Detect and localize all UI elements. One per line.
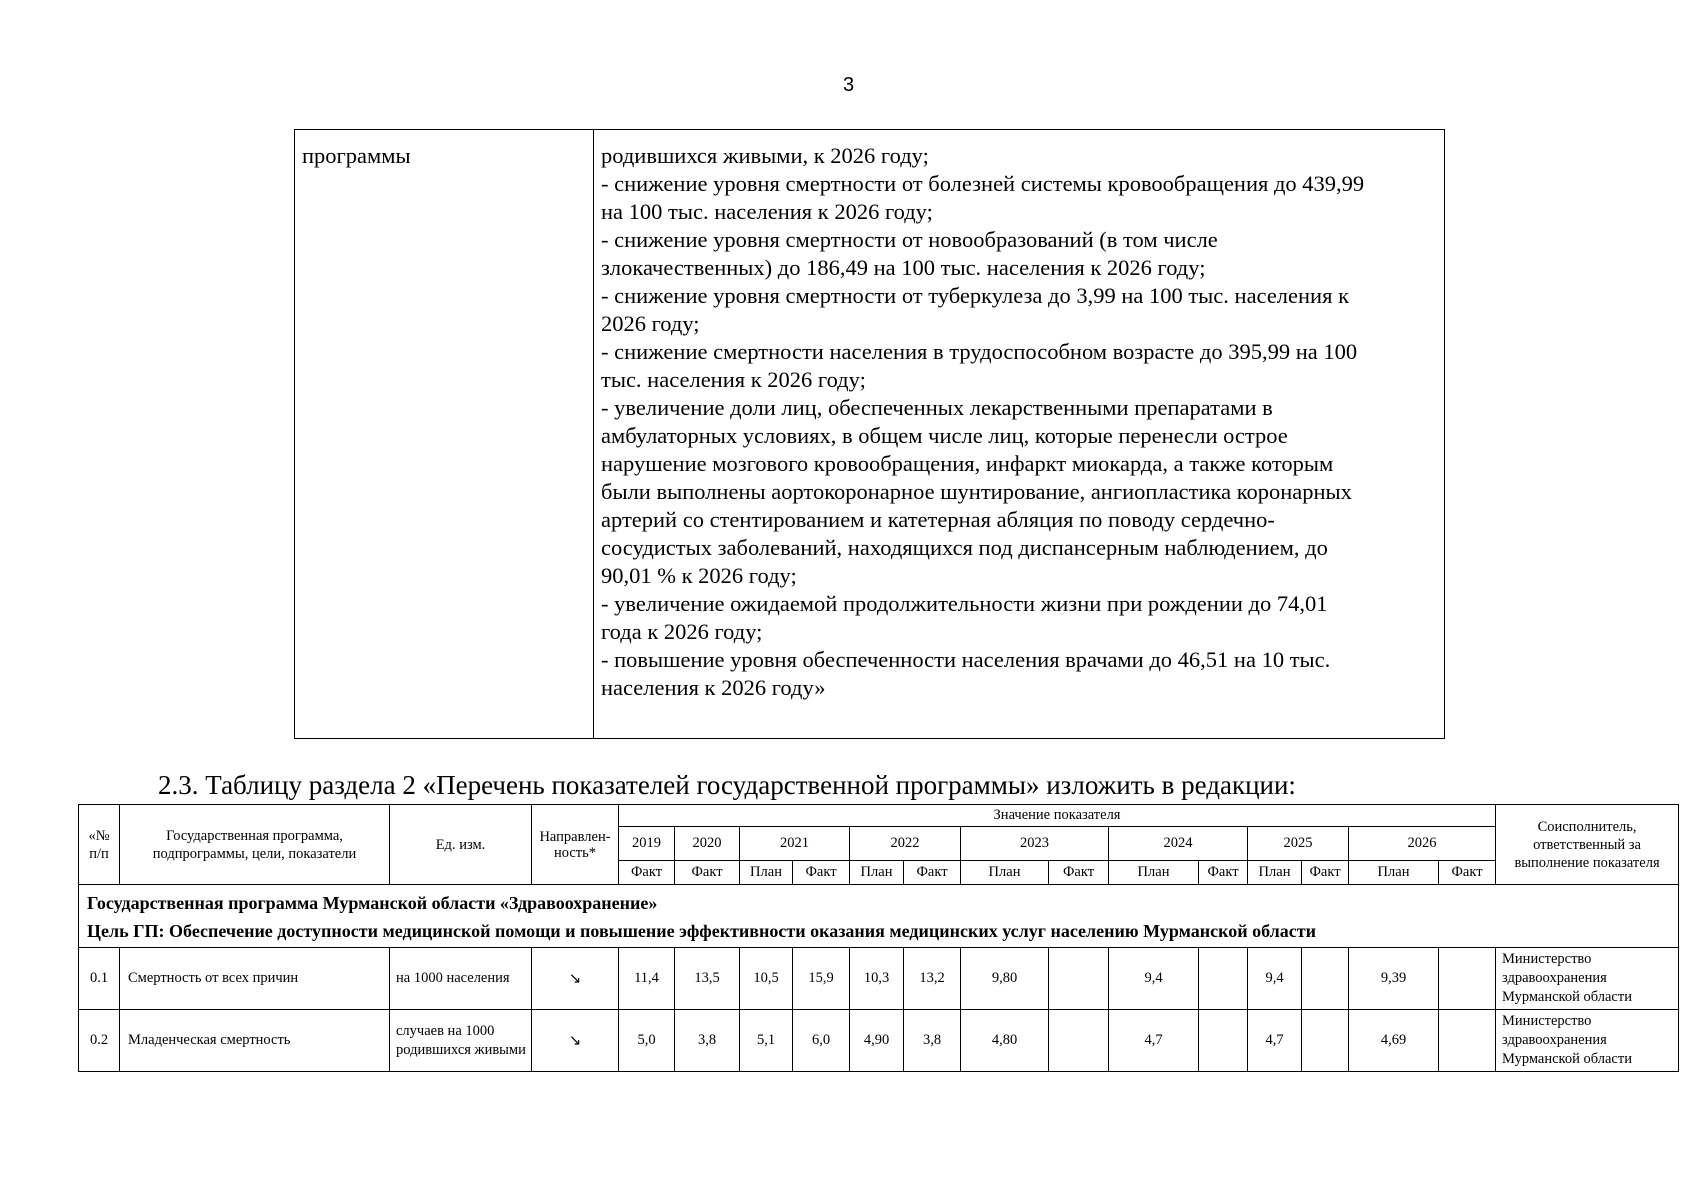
header-plan: План xyxy=(1109,861,1199,885)
passport-line: - увеличение ожидаемой продолжительности жизни при рождении до 74,01 xyxy=(601,591,1328,616)
passport-line: нарушение мозгового кровообращения, инфаркт миокарда, а также которым xyxy=(601,451,1334,476)
row-direction xyxy=(532,1010,619,1072)
header-fact: Факт xyxy=(1302,861,1349,885)
row-value: 3,8 xyxy=(675,1010,740,1072)
passport-line: населения к 2026 году» xyxy=(601,675,826,700)
passport-line: - снижение уровня смертности от болезней системы кровообращения до 439,99 xyxy=(601,171,1365,196)
header-value-group: Значение показателя xyxy=(619,805,1496,827)
program-title: Государственная программа Мурманской области «Здравоохранение» xyxy=(87,893,658,913)
passport-line: сосудистых заболеваний, находящихся под диспансерным наблюдением, до xyxy=(601,535,1328,560)
passport-line: - снижение уровня смертности от туберкулеза до 3,99 на 100 тыс. населения к xyxy=(601,283,1350,308)
table-row xyxy=(79,948,1679,1010)
header-direction: Направлен-ность* xyxy=(532,805,619,885)
table-row xyxy=(79,1010,1679,1072)
row-value xyxy=(1302,948,1349,1010)
page-number: 3 xyxy=(842,74,855,96)
header-fact: Факт xyxy=(793,861,850,885)
section-heading: 2.3. Таблицу раздела 2 «Перечень показателей государственной программы» изложить в редакции: xyxy=(158,770,1296,800)
passport-line: на 100 тыс. населения к 2026 году; xyxy=(601,199,933,224)
row-value xyxy=(1199,948,1248,1010)
program-goal-cell xyxy=(79,885,1679,948)
header-fact: Факт xyxy=(619,861,675,885)
row-value xyxy=(1439,1010,1496,1072)
passport-content-cell xyxy=(594,130,1445,739)
row-executor: Министерство здравоохранения Мурманской области xyxy=(1496,1010,1679,1072)
row-value xyxy=(1439,948,1496,1010)
header-num: «№ п/п xyxy=(79,805,120,885)
passport-line: - увеличение доли лиц, обеспеченных лекарственными препаратами в xyxy=(601,395,1273,420)
row-value: 6,0 xyxy=(793,1010,850,1072)
row-value: 5,0 xyxy=(619,1010,675,1072)
row-value: 4,7 xyxy=(1109,1010,1199,1072)
row-value: 9,39 xyxy=(1349,948,1439,1010)
passport-line: амбулаторных условиях, в общем числе лиц, которые перенесли острое xyxy=(601,423,1288,448)
passport-line: были выполнены аортокоронарное шунтирование, ангиопластика коронарных xyxy=(601,479,1352,504)
passport-line: родившихся живыми, к 2026 году; xyxy=(601,143,929,168)
row-value xyxy=(1049,1010,1109,1072)
header-plan: План xyxy=(1349,861,1439,885)
row-value: 13,5 xyxy=(675,948,740,1010)
header-fact: Факт xyxy=(1049,861,1109,885)
row-value: 3,8 xyxy=(904,1010,961,1072)
header-year: 2022 xyxy=(850,827,961,861)
row-value xyxy=(1302,1010,1349,1072)
indicators-table xyxy=(78,804,1679,1072)
row-value: 11,4 xyxy=(619,948,675,1010)
row-value: 13,2 xyxy=(904,948,961,1010)
row-name: Младенческая смертность xyxy=(120,1010,390,1072)
passport-line: 2026 году; xyxy=(601,311,700,336)
header-plan: План xyxy=(740,861,793,885)
row-value: 9,4 xyxy=(1109,948,1199,1010)
header-year: 2019 xyxy=(619,827,675,861)
row-executor: Министерство здравоохранения Мурманской области xyxy=(1496,948,1679,1010)
row-value: 9,4 xyxy=(1248,948,1302,1010)
goal-title: Цель ГП: Обеспечение доступности медицинской помощи и повышение эффективности оказания медицинских услуг населению Мурманской области xyxy=(87,921,1316,941)
arrow-down-right-icon: ↘ xyxy=(568,968,582,987)
row-num: 0.2 xyxy=(79,1010,120,1072)
header-program: Государственная программа, подпрограммы, цели, показатели xyxy=(120,805,390,885)
passport-line: тыс. населения к 2026 году; xyxy=(601,367,866,392)
row-value: 4,69 xyxy=(1349,1010,1439,1072)
passport-label: программы xyxy=(302,143,411,168)
row-value: 4,7 xyxy=(1248,1010,1302,1072)
passport-label-cell xyxy=(295,130,594,739)
arrow-down-right-icon: ↘ xyxy=(568,1030,582,1049)
passport-line: артерий со стентированием и катетерная абляция по поводу сердечно- xyxy=(601,507,1275,532)
row-unit: на 1000 населения xyxy=(390,948,532,1010)
row-name: Смертность от всех причин xyxy=(120,948,390,1010)
header-fact: Факт xyxy=(1199,861,1248,885)
header-fact: Факт xyxy=(675,861,740,885)
row-value: 4,90 xyxy=(850,1010,904,1072)
header-unit: Ед. изм. xyxy=(390,805,532,885)
passport-line: злокачественных) до 186,49 на 100 тыс. населения к 2026 году; xyxy=(601,255,1206,280)
row-direction xyxy=(532,948,619,1010)
passport-line: - снижение уровня смертности от новообразований (в том числе xyxy=(601,227,1218,252)
header-year: 2020 xyxy=(675,827,740,861)
passport-line: - снижение смертности населения в трудоспособном возрасте до 395,99 на 100 xyxy=(601,339,1358,364)
row-num: 0.1 xyxy=(79,948,120,1010)
header-year: 2025 xyxy=(1248,827,1349,861)
header-plan: План xyxy=(850,861,904,885)
header-year: 2021 xyxy=(740,827,850,861)
header-plan: План xyxy=(1248,861,1302,885)
header-fact: Факт xyxy=(904,861,961,885)
passport-line: 90,01 % к 2026 году; xyxy=(601,563,797,588)
row-value: 4,80 xyxy=(961,1010,1049,1072)
header-year: 2026 xyxy=(1349,827,1496,861)
row-value xyxy=(1199,1010,1248,1072)
row-value xyxy=(1049,948,1109,1010)
row-value: 15,9 xyxy=(793,948,850,1010)
row-value: 10,3 xyxy=(850,948,904,1010)
row-unit: случаев на 1000 родившихся живыми xyxy=(390,1010,532,1072)
row-value: 10,5 xyxy=(740,948,793,1010)
passport-line: года к 2026 году; xyxy=(601,619,763,644)
header-fact: Факт xyxy=(1439,861,1496,885)
header-year: 2023 xyxy=(961,827,1109,861)
header-coexecutor: Соисполнитель, ответственный за выполнение показателя xyxy=(1496,805,1679,885)
header-plan: План xyxy=(961,861,1049,885)
row-value: 9,80 xyxy=(961,948,1049,1010)
passport-line: - повышение уровня обеспеченности населения врачами до 46,51 на 10 тыс. xyxy=(601,647,1331,672)
row-value: 5,1 xyxy=(740,1010,793,1072)
passport-table xyxy=(294,129,1445,739)
header-year: 2024 xyxy=(1109,827,1248,861)
